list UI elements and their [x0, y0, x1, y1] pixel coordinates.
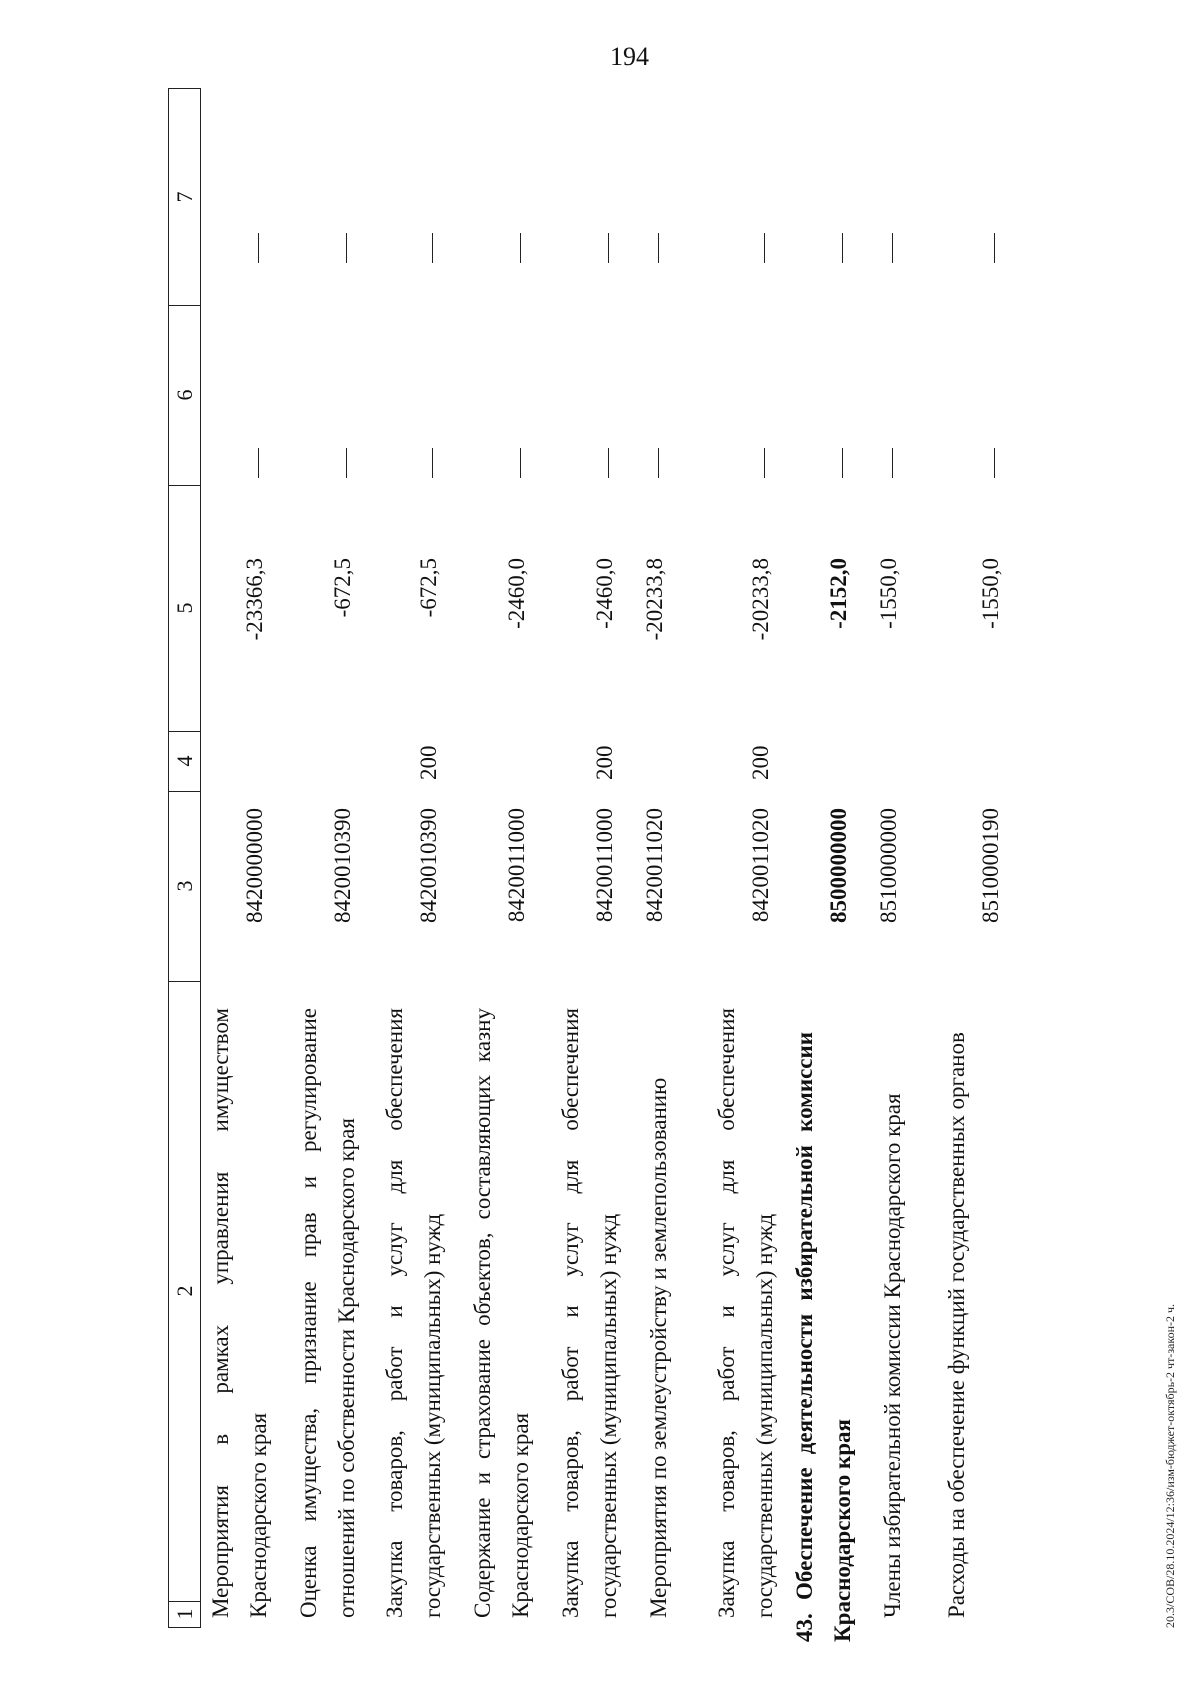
row-col7-dash	[608, 233, 609, 263]
row-code: 8420011020	[642, 808, 667, 923]
row-name-text: Расходы на обеспечение функций государственных органов	[944, 1032, 969, 1618]
row-code: 8500000000	[826, 808, 851, 923]
row-col7-dash	[658, 233, 659, 263]
row-name-text: Оценка имущества, признание прав и регулирование отношений по собственности Краснодарского края	[296, 1008, 359, 1618]
row-amount: -1550,0	[978, 558, 1003, 629]
row-name	[552, 1008, 628, 1618]
row-name-text: Закупка товаров, работ и услуг для обеспечения государственных (муниципальных) нужд	[382, 1008, 445, 1618]
row-name-text: Содержание и страхование объектов, составляющих казну Краснодарского края	[470, 1008, 533, 1618]
row-col7-dash	[258, 233, 259, 263]
table-row	[708, 88, 788, 1628]
table-row	[202, 88, 282, 1628]
row-name-text: Закупка товаров, работ и услуг для обеспечения государственных (муниципальных) нужд	[714, 1008, 777, 1618]
row-amount: -672,5	[330, 558, 355, 618]
table-row	[290, 88, 370, 1628]
row-col7-dash	[842, 233, 843, 263]
row-expense-type: 200	[416, 745, 441, 780]
header-col-2: 2	[169, 981, 200, 1602]
row-amount: -2460,0	[592, 558, 617, 629]
row-col6-dash	[842, 448, 843, 478]
table-row	[552, 88, 632, 1628]
row-col6-dash	[994, 448, 995, 478]
header-col-5: 5	[169, 485, 200, 732]
row-col7-dash	[994, 233, 995, 263]
row-name-text: Обеспечение деятельности избирательной комиссии Краснодарского края	[792, 1032, 855, 1642]
row-name	[786, 1032, 862, 1642]
row-name-text: Закупка товаров, работ и услуг для обеспечения государственных (муниципальных) нужд	[558, 1008, 621, 1618]
footer-doc-id: 20.3/СОВ/28.10.2024/12:36/изм-бюджет-октябрь-2 чт-закон-2 ч.	[1163, 1303, 1177, 1628]
row-name	[464, 1008, 540, 1618]
row-expense-type: 200	[592, 745, 617, 780]
row-code: 8420000000	[242, 808, 267, 923]
header-col-4: 4	[169, 731, 200, 792]
row-col6-dash	[258, 448, 259, 478]
row-name	[202, 1008, 278, 1618]
row-col7-dash	[892, 233, 893, 263]
row-name	[640, 1008, 678, 1618]
row-amount: -2152,0	[826, 558, 851, 629]
row-code: 8510000000	[876, 808, 901, 923]
row-code: 8420011020	[748, 808, 773, 923]
row-code: 8420011000	[592, 808, 617, 923]
row-col6-dash	[892, 448, 893, 478]
row-amount: -20233,8	[748, 558, 773, 641]
row-col6-dash	[432, 448, 433, 478]
row-expense-type: 200	[748, 745, 773, 780]
row-amount: -23366,3	[242, 558, 267, 641]
header-col-1: 1	[169, 1601, 200, 1628]
row-name	[874, 1008, 912, 1618]
row-col7-dash	[764, 233, 765, 263]
row-col7-dash	[432, 233, 433, 263]
row-amount: -2460,0	[504, 558, 529, 629]
row-col7-dash	[520, 233, 521, 263]
budget-table	[168, 88, 1148, 1642]
row-name-text: Мероприятия по землеустройству и землепользованию	[646, 1077, 671, 1618]
table-row	[376, 88, 456, 1628]
row-col6-dash	[608, 448, 609, 478]
row-code: 8510000190	[978, 808, 1003, 923]
row-col6-dash	[764, 448, 765, 478]
row-code: 8420010390	[416, 808, 441, 923]
row-code: 8420011000	[504, 808, 529, 923]
row-amount: -1550,0	[876, 558, 901, 629]
table-header	[168, 88, 201, 1628]
row-amount: -672,5	[416, 558, 441, 618]
row-col6-dash	[346, 448, 347, 478]
table-row	[464, 88, 544, 1628]
header-col-3: 3	[169, 791, 200, 982]
row-name-text: Мероприятия в рамках управления имуществом Краснодарского края	[208, 1008, 271, 1618]
row-amount: -20233,8	[642, 558, 667, 641]
page-number: 194	[610, 42, 649, 71]
table-row	[786, 88, 866, 1642]
row-col6-dash	[658, 448, 659, 478]
row-name	[708, 1008, 784, 1618]
row-number: 43.	[792, 1613, 817, 1642]
header-col-6: 6	[169, 305, 200, 486]
header-col-7: 7	[169, 88, 200, 306]
row-name	[290, 1008, 366, 1618]
row-name	[938, 1008, 976, 1618]
row-col7-dash	[346, 233, 347, 263]
row-name	[376, 1008, 452, 1618]
row-col6-dash	[520, 448, 521, 478]
table-row	[938, 88, 1018, 1628]
row-code: 8420010390	[330, 808, 355, 923]
row-name-text: Члены избирательной комиссии Краснодарского края	[880, 1093, 905, 1618]
